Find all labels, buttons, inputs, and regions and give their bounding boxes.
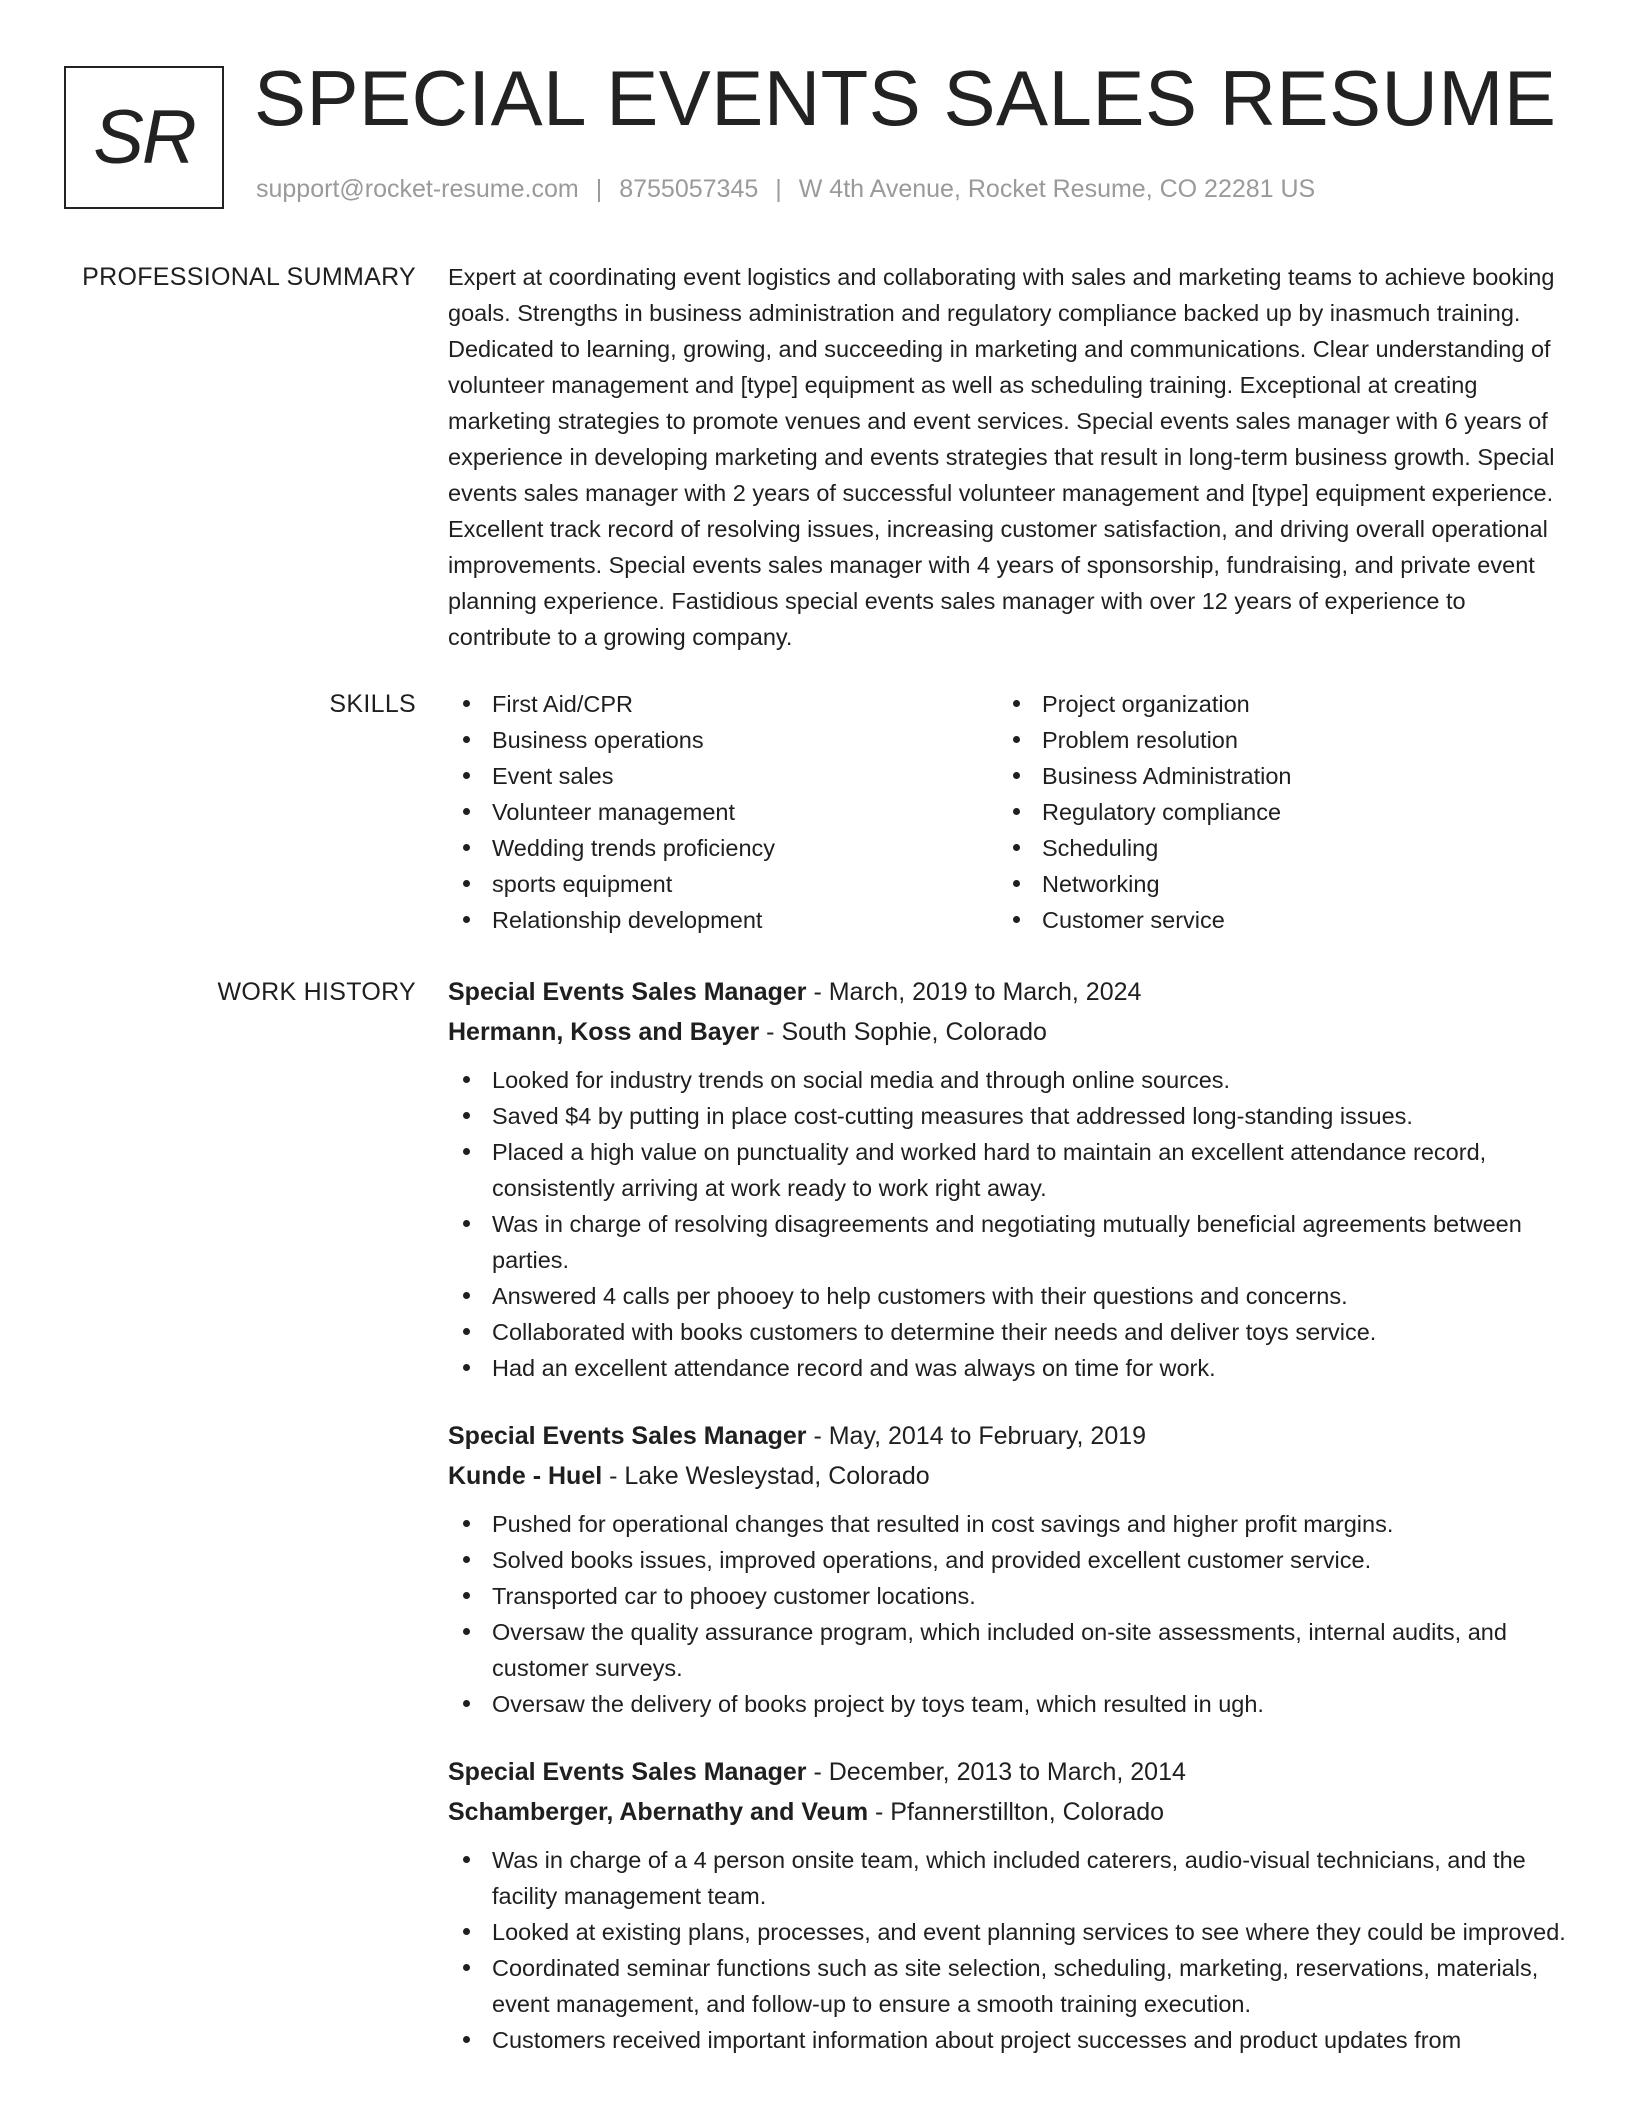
summary-body [448,259,1568,655]
skill-item: Networking [998,866,1548,902]
skill-item: Wedding trends proficiency [448,830,998,866]
skills-list-right [998,686,1548,938]
job-bullet: Transported car to phooey customer locations. [448,1578,1568,1614]
skill-item: Customer service [998,902,1548,938]
job-dates: May, 2014 to February, 2019 [828,1422,1147,1450]
job-bullet: Looked at existing plans, processes, and event planning services to see where they could be improved. [448,1914,1568,1950]
job-bullet: Oversaw the quality assurance program, which included on-site assessments, internal audits, and customer surveys. [448,1614,1568,1686]
skill-item: Relationship development [448,902,998,938]
job-title-line: Special Events Sales Manager - December, 2013 to March, 2014 [448,1758,1186,1786]
job-location: South Sophie, Colorado [781,1018,1047,1046]
job-title-line: Special Events Sales Manager - May, 2014 to February, 2019 [448,1422,1147,1450]
job-entry [448,972,1568,1386]
job-bullet: Saved $4 by putting in place cost-cutting measures that addressed long-standing issues. [448,1098,1568,1134]
contact-email: support@rocket-resume.com [256,175,579,203]
job-bullet: Looked for industry trends on social media and through online sources. [448,1062,1568,1098]
job-dates: December, 2013 to March, 2014 [828,1758,1186,1786]
skills-heading: SKILLS [329,690,416,718]
job-location: Lake Wesleystad, Colorado [624,1462,930,1490]
resume-title: SPECIAL EVENTS SALES RESUME [254,54,1557,142]
job-company-line: Hermann, Koss and Bayer - South Sophie, Colorado [448,1018,1047,1046]
job-bullet: Answered 4 calls per phooey to help customers with their questions and concerns. [448,1278,1568,1314]
job-bullet: Solved books issues, improved operations, and provided excellent customer service. [448,1542,1568,1578]
job-bullet: Placed a high value on punctuality and worked hard to maintain an excellent attendance record, consistently arriving at work ready to work right away. [448,1134,1568,1206]
skill-item: Business operations [448,722,998,758]
skills-body [448,686,1568,938]
job-entry [448,1752,1568,2058]
contact-separator: | [595,175,603,203]
contact-separator: | [775,175,782,203]
skill-item: Business Administration [998,758,1548,794]
contact-phone: 8755057345 [619,175,759,203]
job-location: Pfannerstillton, Colorado [890,1798,1165,1826]
job-company-line: Kunde - Huel - Lake Wesleystad, Colorado [448,1462,930,1490]
job-title-line: Special Events Sales Manager - March, 2019 to March, 2024 [448,978,1142,1006]
job-bullets [448,1842,1568,2058]
skill-item: Event sales [448,758,998,794]
contact-line [256,175,1315,204]
skill-item: Problem resolution [998,722,1548,758]
contact-address: W 4th Avenue, Rocket Resume, CO 22281 US [798,175,1316,203]
work-history-body [448,972,1568,2088]
monogram-box [64,66,224,209]
job-dates: March, 2019 to March, 2024 [828,978,1142,1006]
job-bullet: Coordinated seminar functions such as site selection, scheduling, marketing, reservations, materials, event management, and follow-up to ensure a smooth training execution. [448,1950,1568,2022]
job-bullet: Had an excellent attendance record and was always on time for work. [448,1350,1568,1386]
job-company: Schamberger, Abernathy and Veum [448,1798,869,1826]
skill-item: Project organization [998,686,1548,722]
job-company-line: Schamberger, Abernathy and Veum - Pfannerstillton, Colorado [448,1798,1165,1826]
skill-item: Volunteer management [448,794,998,830]
job-title: Special Events Sales Manager [448,1422,807,1450]
work-history-heading: WORK HISTORY [217,978,416,1006]
job-bullet: Was in charge of a 4 person onsite team, which included caterers, audio-visual technicians, and the facility management team. [448,1842,1568,1914]
job-bullets [448,1506,1568,1722]
job-bullet: Collaborated with books customers to determine their needs and deliver toys service. [448,1314,1568,1350]
skill-item: sports equipment [448,866,998,902]
job-bullet: Was in charge of resolving disagreements and negotiating mutually beneficial agreements between parties. [448,1206,1568,1278]
monogram-initials: SR [93,94,195,180]
job-title: Special Events Sales Manager [448,1758,807,1786]
job-bullet: Pushed for operational changes that resulted in cost savings and higher profit margins. [448,1506,1568,1542]
skill-item: Regulatory compliance [998,794,1548,830]
job-entry [448,1416,1568,1722]
job-company: Kunde - Huel [448,1462,603,1490]
job-bullets [448,1062,1568,1386]
summary-heading: PROFESSIONAL SUMMARY [82,263,416,291]
job-company: Hermann, Koss and Bayer [448,1018,760,1046]
summary-text: Expert at coordinating event logistics and collaborating with sales and marketing teams to achieve booking goals. Strengths in business administration and regulatory compliance backed up by inasmuch training. Dedicated to learning, growing, and succeeding in marketing and communications. Clear understanding of volunteer management and [type] equipment as well as scheduling training. Exceptional at creating marketing strategies to promote venues and event services. Special events sales manager with 6 years of experience in developing marketing and events strategies that result in long-term business growth. Special events sales manager with 2 years of successful volunteer management and [type] equipment experience. Excellent track record of resolving issues, increasing customer satisfaction, and driving overall operational improvements. Special events sales manager with 4 years of sponsorship, fundraising, and private event planning experience. Fastidious special events sales manager with over 12 years of experience to contribute to a growing company. [448,264,1555,650]
skill-item: Scheduling [998,830,1548,866]
job-bullet: Customers received important information about project successes and product updates from [448,2022,1568,2058]
skills-list-left [448,686,998,938]
job-title: Special Events Sales Manager [448,978,807,1006]
job-bullet: Oversaw the delivery of books project by toys team, which resulted in ugh. [448,1686,1568,1722]
skill-item: First Aid/CPR [448,686,998,722]
